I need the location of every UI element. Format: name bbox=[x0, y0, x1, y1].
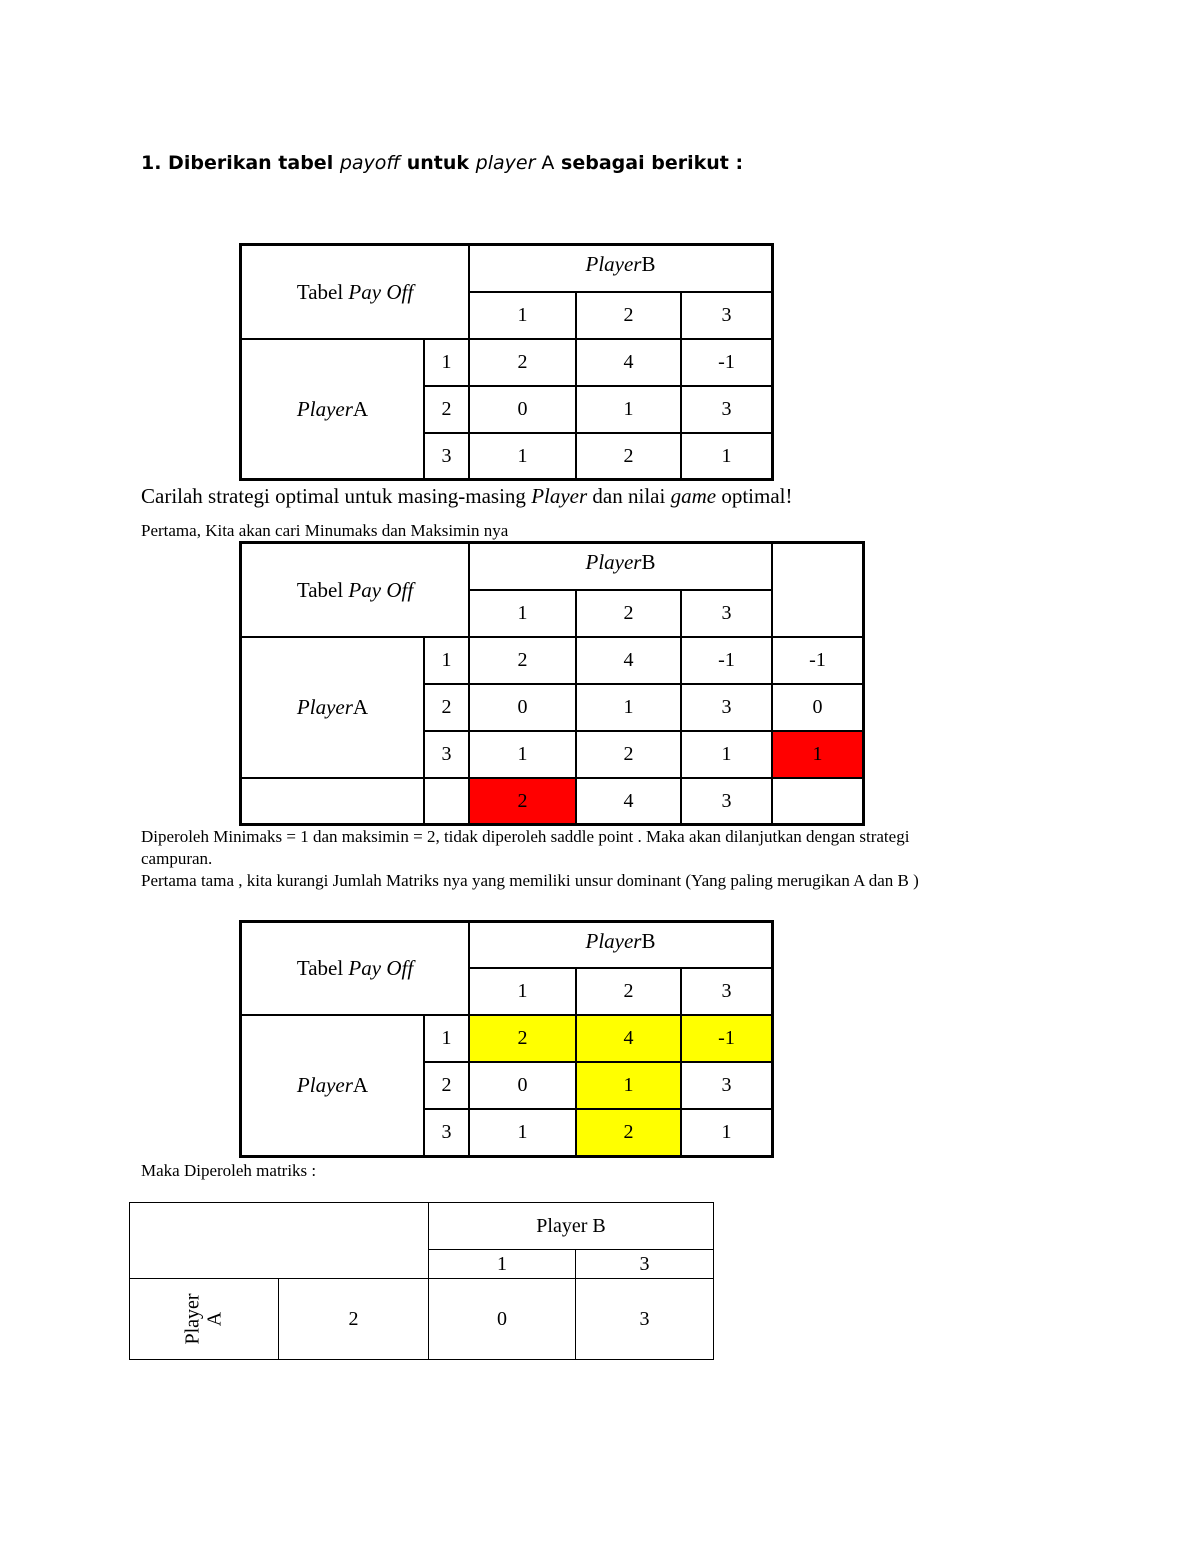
table-cell: -1 bbox=[680, 338, 773, 387]
player-b-header: Player B bbox=[468, 542, 773, 591]
table-cell: -1 bbox=[680, 636, 773, 685]
empty-header-cell bbox=[129, 1202, 429, 1279]
table-title-cell: Tabel Pay Off bbox=[240, 921, 470, 1016]
dominant-highlight-cell: 2 bbox=[468, 1014, 577, 1063]
table-cell: 1 bbox=[680, 730, 773, 779]
row-header: 3 bbox=[423, 730, 470, 779]
min-column-header bbox=[771, 542, 864, 638]
player-b-header: Player B bbox=[468, 921, 773, 969]
empty-cell bbox=[771, 777, 864, 825]
table-cell: 2 bbox=[575, 730, 682, 779]
table-cell: 1 bbox=[680, 1108, 773, 1157]
table-cell: 0 bbox=[468, 385, 577, 434]
col-header: 3 bbox=[680, 589, 773, 638]
row-header: 1 bbox=[423, 636, 470, 685]
col-header: 3 bbox=[680, 291, 773, 340]
row-min-cell: -1 bbox=[771, 636, 864, 685]
col-header: 3 bbox=[680, 967, 773, 1016]
row-header: 1 bbox=[423, 1014, 470, 1063]
table-cell: 3 bbox=[680, 385, 773, 434]
row-header: 1 bbox=[423, 338, 470, 387]
player-a-vertical-label: Player A bbox=[129, 1278, 279, 1360]
player-a-label: Player A bbox=[240, 338, 425, 480]
player-a-label: Player A bbox=[240, 1014, 425, 1157]
table-cell: 0 bbox=[428, 1278, 576, 1360]
col-header: 1 bbox=[468, 967, 577, 1016]
table-cell: 2 bbox=[468, 636, 577, 685]
row-header: 2 bbox=[423, 683, 470, 732]
col-header: 1 bbox=[468, 589, 577, 638]
table-cell: 0 bbox=[468, 683, 577, 732]
player-b-header: Player B bbox=[428, 1202, 714, 1250]
maksimin-highlight-cell: 2 bbox=[468, 777, 577, 825]
table-cell: 0 bbox=[468, 1061, 577, 1110]
col-header: 2 bbox=[575, 967, 682, 1016]
table-cell: 3 bbox=[575, 1278, 714, 1360]
col-header: 2 bbox=[575, 589, 682, 638]
table-cell: 4 bbox=[575, 338, 682, 387]
result-text-line1: Diperoleh Minimaks = 1 dan maksimin = 2, tidak diperoleh saddle point . Maka akan dilanjutkan dengan strategi bbox=[141, 827, 910, 846]
col-header: 1 bbox=[468, 291, 577, 340]
question-heading: 1. Diberikan tabel payoff untuk player A sebagai berikut : bbox=[141, 152, 744, 174]
empty-cell bbox=[240, 777, 425, 825]
player-b-header: Player B bbox=[468, 244, 773, 293]
table-cell: 1 bbox=[468, 1108, 577, 1157]
col-max-cell: 4 bbox=[575, 777, 682, 825]
player-a-label: Player A bbox=[240, 636, 425, 779]
table-cell: 1 bbox=[575, 683, 682, 732]
col-header: 2 bbox=[575, 291, 682, 340]
row-min-cell: 0 bbox=[771, 683, 864, 732]
col-header: 3 bbox=[575, 1249, 714, 1279]
table-cell: 1 bbox=[680, 432, 773, 480]
row-header: 2 bbox=[423, 385, 470, 434]
table-cell: 3 bbox=[680, 683, 773, 732]
row-header: 3 bbox=[423, 432, 470, 480]
result-text-line2: campuran. bbox=[141, 849, 213, 868]
table-cell: 3 bbox=[680, 1061, 773, 1110]
col-header: 1 bbox=[428, 1249, 576, 1279]
dominant-highlight-cell: 2 bbox=[575, 1108, 682, 1157]
dominant-highlight-cell: 1 bbox=[575, 1061, 682, 1110]
minimaks-intro-text: Pertama, Kita akan cari Minumaks dan Maksimin nya bbox=[141, 521, 509, 540]
col-max-cell: 3 bbox=[680, 777, 773, 825]
maka-text: Maka Diperoleh matriks : bbox=[141, 1161, 317, 1180]
table-cell: 4 bbox=[575, 636, 682, 685]
table-cell: 1 bbox=[575, 385, 682, 434]
table-title-cell: Tabel Pay Off bbox=[240, 244, 470, 340]
row-header: 2 bbox=[278, 1278, 429, 1360]
table-cell: 2 bbox=[575, 432, 682, 480]
row-header: 3 bbox=[423, 1108, 470, 1157]
dominant-highlight-cell: -1 bbox=[680, 1014, 773, 1063]
empty-cell bbox=[423, 777, 470, 825]
minimaks-highlight-cell: 1 bbox=[771, 730, 864, 779]
table-cell: 2 bbox=[468, 338, 577, 387]
table-cell: 1 bbox=[468, 432, 577, 480]
table-cell: 1 bbox=[468, 730, 577, 779]
dominant-text: Pertama tama , kita kurangi Jumlah Matriks nya yang memiliki unsur dominant (Yang paling merugikan A dan B ) bbox=[141, 871, 919, 890]
question-text: Carilah strategi optimal untuk masing-masing Player dan nilai game optimal! bbox=[141, 484, 793, 508]
dominant-highlight-cell: 4 bbox=[575, 1014, 682, 1063]
row-header: 2 bbox=[423, 1061, 470, 1110]
table-title-cell: Tabel Pay Off bbox=[240, 542, 470, 638]
